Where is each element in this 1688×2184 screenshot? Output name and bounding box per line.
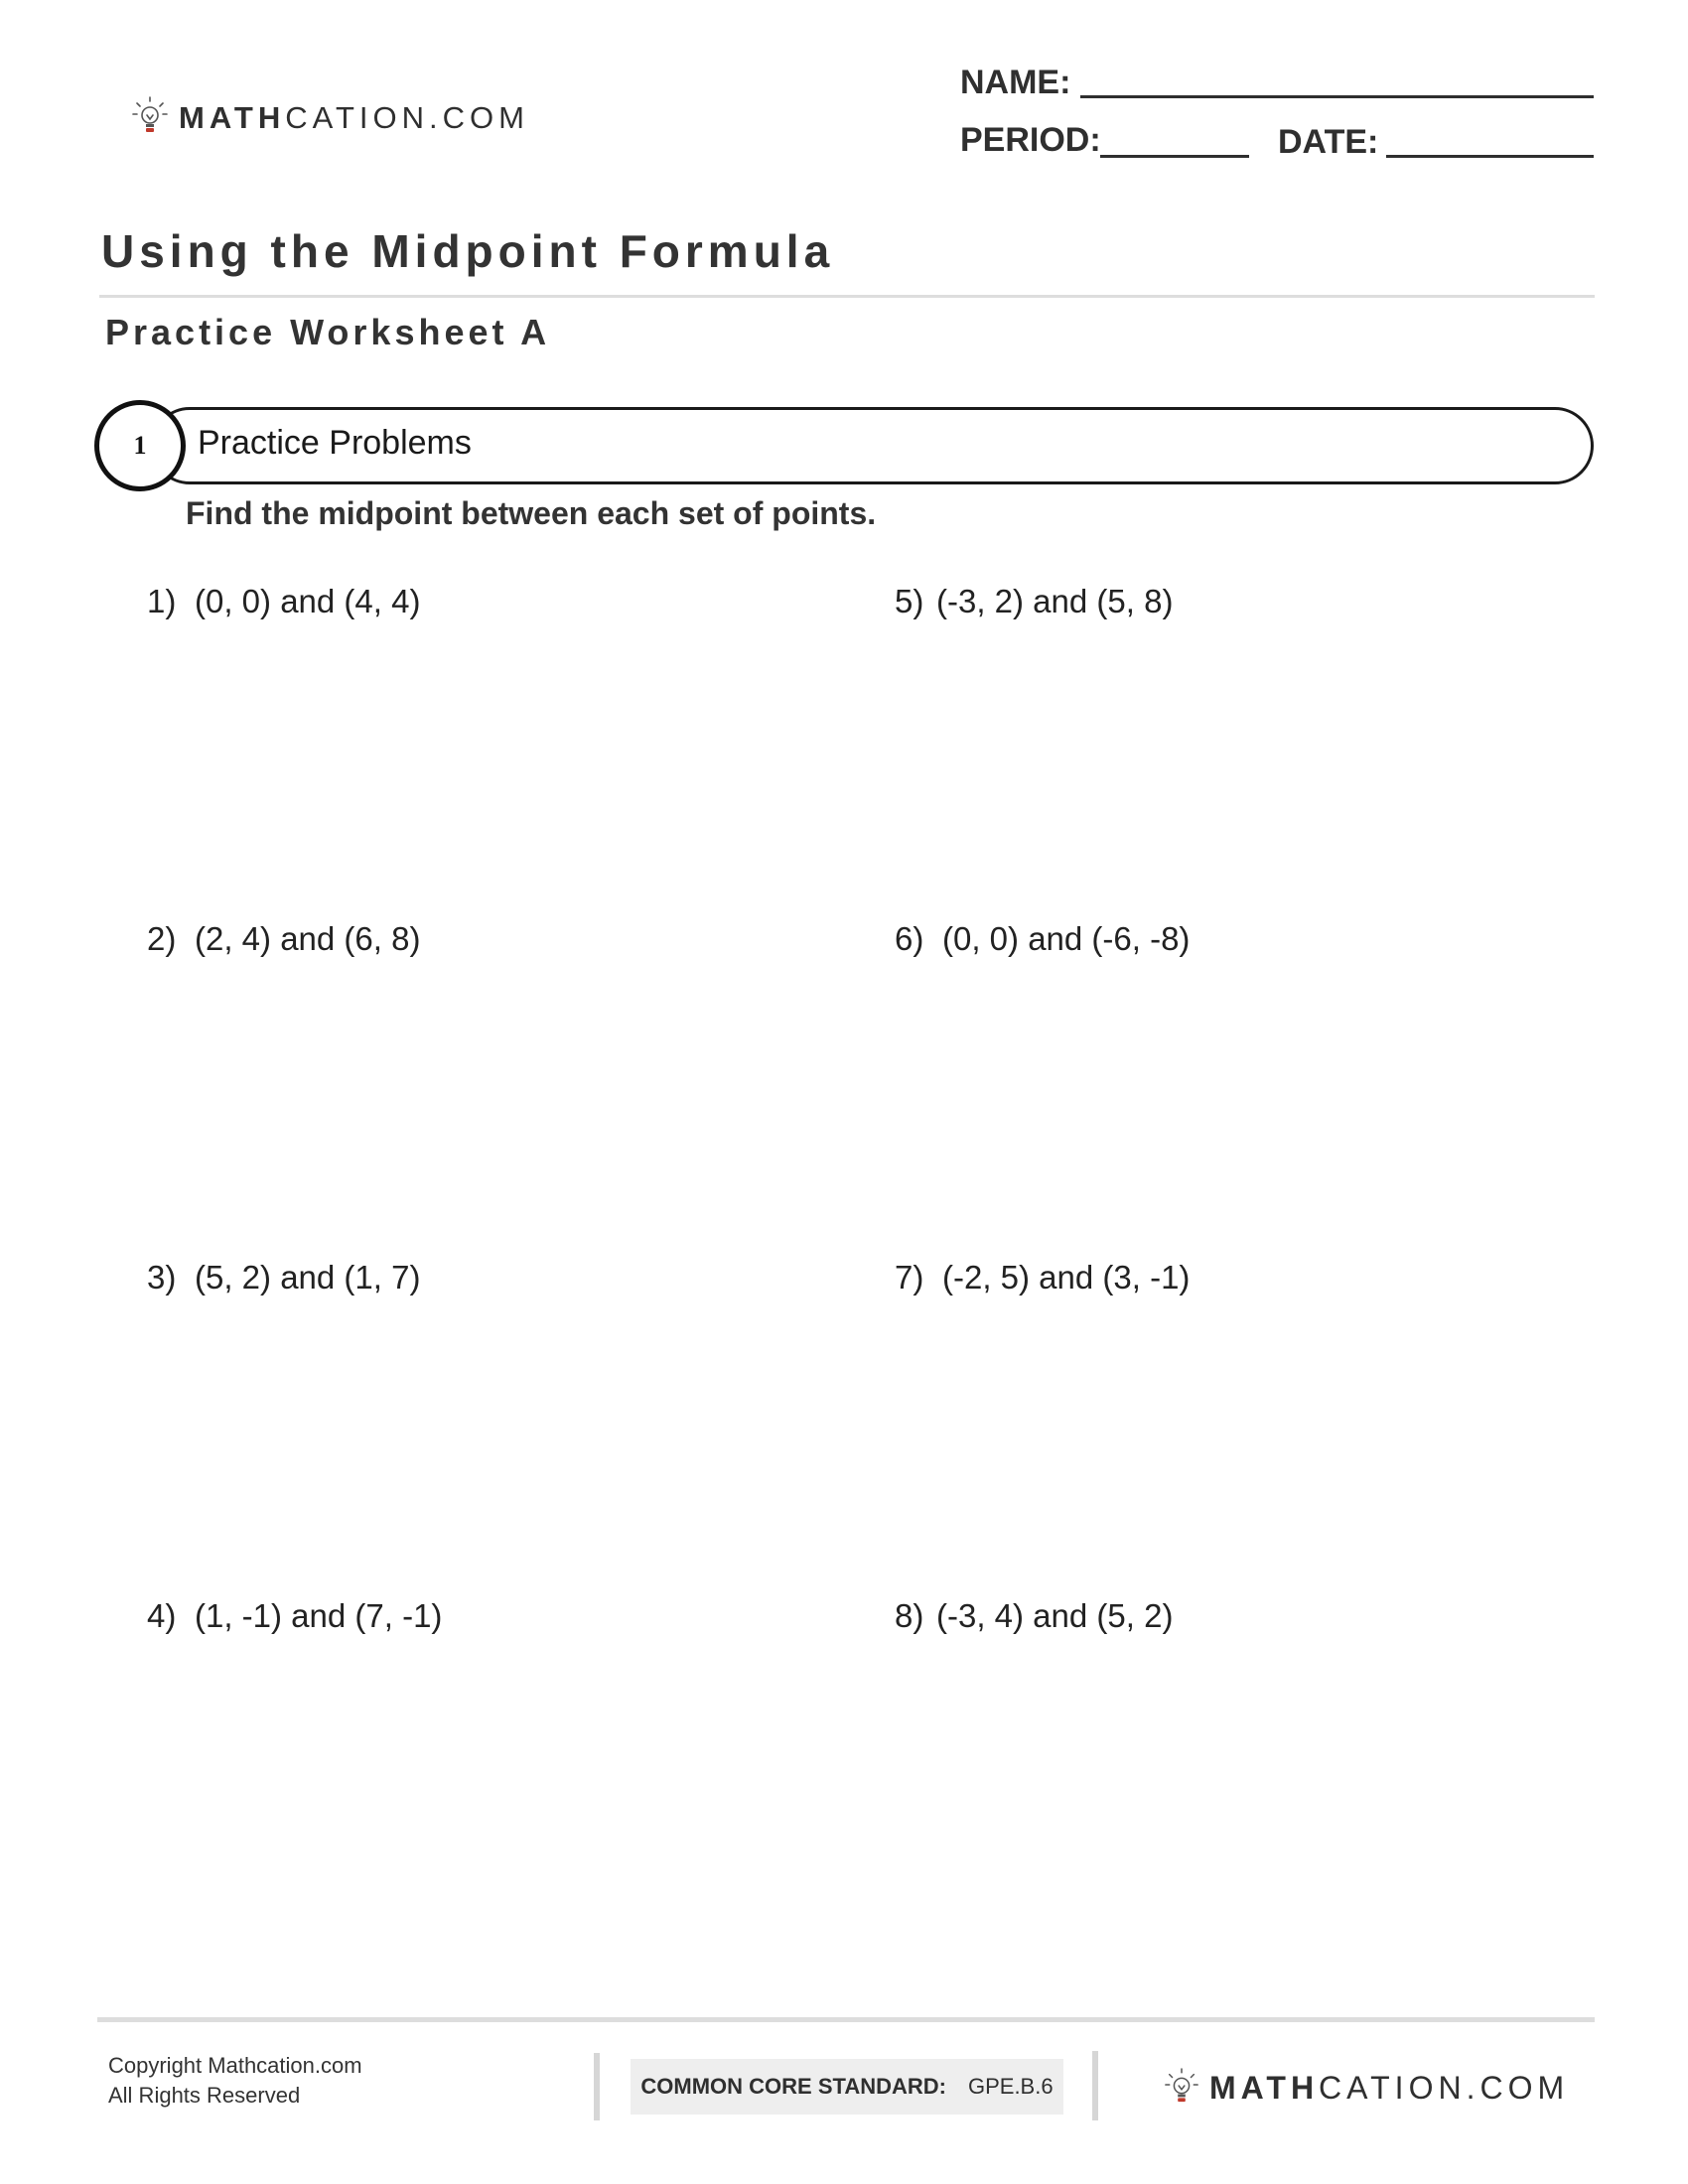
problem-text: (1, -1) and (7, -1) [195,1597,443,1634]
common-core-standard-box [631,2059,1063,2115]
period-field[interactable] [1100,155,1249,158]
header-logo [131,95,529,140]
footer-separator-right [1092,2051,1098,2120]
footer-divider [97,2017,1595,2022]
problem-4 [147,1597,442,1635]
problem-number: 4) [147,1597,177,1634]
lightbulb-icon [1164,2067,1199,2110]
standard-label: COMMON CORE STANDARD: [640,2074,946,2099]
footer-logo [1164,2067,1569,2110]
instructions: Find the midpoint between each set of points. [186,495,877,531]
problem-text: (0, 0) and (4, 4) [195,583,421,619]
footer-logo-text: MATHCATION.COM [1209,2070,1570,2106]
problem-number: 8) [895,1597,924,1634]
problem-text: (-2, 5) and (3, -1) [942,1259,1191,1296]
copyright [108,2051,362,2111]
problem-3 [147,1259,420,1297]
copyright-line-1: Copyright Mathcation.com [108,2053,362,2078]
standard-value: GPE.B.6 [967,2074,1054,2099]
problem-1 [147,583,420,620]
problem-number: 2) [147,920,177,957]
page-subtitle: Practice Worksheet A [105,312,551,352]
problem-number: 1) [147,583,177,619]
header-logo-text: MATHCATION.COM [179,99,529,135]
name-label: NAME: [960,64,1071,101]
problem-text: (-3, 4) and (5, 2) [936,1597,1174,1634]
section-label: Practice Problems [198,424,472,462]
section-number: 1 [133,431,147,460]
date-label: DATE: [1278,123,1379,161]
problem-text: (2, 4) and (6, 8) [195,920,421,957]
problem-text: (5, 2) and (1, 7) [195,1259,421,1296]
problem-number: 3) [147,1259,177,1296]
problem-7 [895,1259,1190,1297]
section-number-badge [94,400,186,491]
title-divider [99,295,1595,298]
problem-text: (-3, 2) and (5, 8) [936,583,1174,619]
problem-number: 5) [895,583,924,619]
period-label: PERIOD: [960,121,1101,159]
problem-text: (0, 0) and (-6, -8) [942,920,1191,957]
name-field[interactable] [1080,95,1594,98]
footer-separator-left [594,2053,600,2120]
problem-5 [895,583,1173,620]
problem-8 [895,1597,1173,1635]
copyright-line-2: All Rights Reserved [108,2083,301,2108]
date-field[interactable] [1386,155,1594,158]
problem-number: 7) [895,1259,924,1296]
lightbulb-icon [131,95,169,140]
page-title: Using the Midpoint Formula [101,225,835,277]
problem-2 [147,920,420,958]
problem-6 [895,920,1190,958]
problem-number: 6) [895,920,924,957]
